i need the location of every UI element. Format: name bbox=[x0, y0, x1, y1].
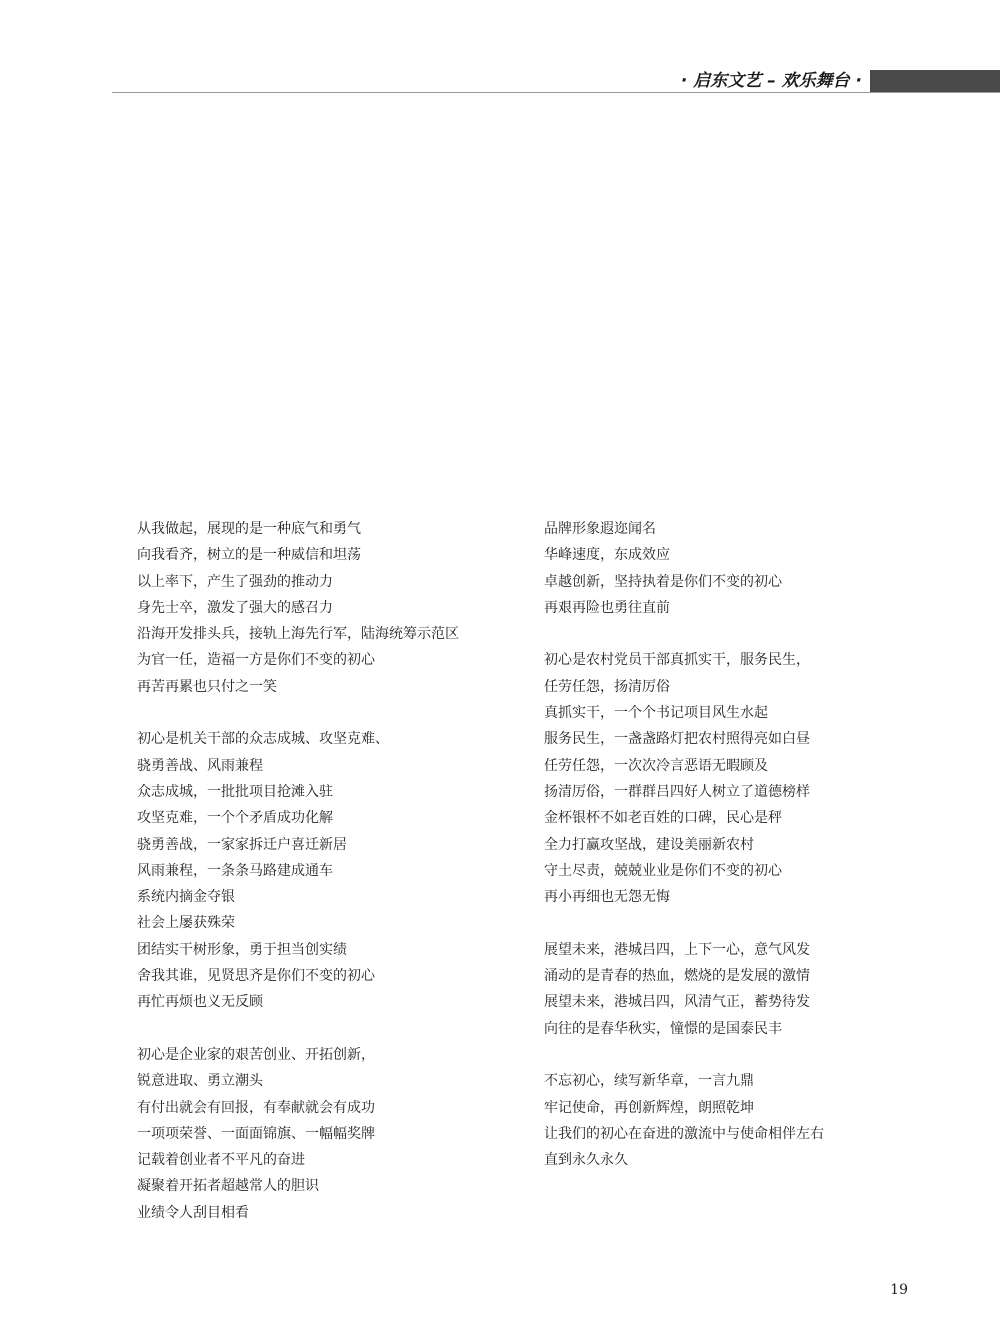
poem-line: 扬清厉俗，一群群吕四好人树立了道德榜样 bbox=[544, 783, 810, 800]
poem-line: 沿海开发排头兵，接轨上海先行军，陆海统筹示范区 bbox=[137, 626, 459, 643]
poem-line: 初心是农村党员干部真抓实干，服务民生， bbox=[544, 652, 810, 669]
poem-line: 守土尽责，兢兢业业是你们不变的初心 bbox=[544, 862, 782, 879]
page-number: 19 bbox=[890, 1282, 908, 1298]
poem-line: 记载着创业者不平凡的奋进 bbox=[137, 1152, 305, 1169]
stanza-break bbox=[137, 1016, 507, 1042]
stanza-break bbox=[544, 1042, 874, 1068]
poem-line: 为官一任，造福一方是你们不变的初心 bbox=[137, 652, 375, 669]
poem-line: 再小再细也无怨无悔 bbox=[544, 889, 670, 906]
poem-line: 众志成城，一批批项目抢滩入驻 bbox=[137, 783, 333, 800]
poem-line: 任劳任怨，一次次冷言恶语无暇顾及 bbox=[544, 757, 768, 774]
poem-line: 真抓实干，一个个书记项目风生水起 bbox=[544, 705, 768, 722]
poem-line: 业绩令人刮目相看 bbox=[137, 1204, 249, 1221]
header-title: · 启东文艺 – 欢乐舞台 · bbox=[680, 71, 862, 91]
poem-line: 团结实干树形象，勇于担当创实绩 bbox=[137, 941, 347, 958]
poem-line: 凝聚着开拓者超越常人的胆识 bbox=[137, 1178, 319, 1195]
poem-column-left bbox=[137, 516, 507, 1226]
poem-line: 任劳任怨，扬清厉俗 bbox=[544, 678, 670, 695]
poem-line: 舍我其谁，见贤思齐是你们不变的初心 bbox=[137, 968, 375, 985]
poem-line: 向往的是春华秋实，憧憬的是国泰民丰 bbox=[544, 1020, 782, 1037]
poem-line: 风雨兼程，一条条马路建成通车 bbox=[137, 862, 333, 879]
poem-line: 初心是机关干部的众志成城、攻坚克难、 bbox=[137, 731, 389, 748]
poem-line: 品牌形象遐迩闻名 bbox=[544, 521, 656, 537]
poem-line: 再艰再险也勇往直前 bbox=[544, 599, 670, 616]
poem-line: 牢记使命，再创新辉煌，朗照乾坤 bbox=[544, 1099, 754, 1116]
stanza-break bbox=[137, 700, 507, 726]
stanza-break bbox=[544, 910, 874, 936]
poem-column-right bbox=[544, 516, 874, 1173]
poem-line: 骁勇善战，一家家拆迁户喜迁新居 bbox=[137, 836, 347, 853]
poem-line: 再忙再烦也义无反顾 bbox=[137, 994, 263, 1011]
poem-line: 全力打赢攻坚战，建设美丽新农村 bbox=[544, 836, 754, 853]
poem-line: 涌动的是青春的热血，燃烧的是发展的激情 bbox=[544, 968, 810, 985]
poem-line: 卓越创新，坚持执着是你们不变的初心 bbox=[544, 573, 782, 590]
poem-line: 系统内摘金夺银 bbox=[137, 889, 235, 906]
poem-line: 展望未来，港城吕四，上下一心，意气风发 bbox=[544, 941, 810, 958]
poem-line: 服务民生，一盏盏路灯把农村照得亮如白昼 bbox=[544, 731, 810, 748]
poem-line: 身先士卒，激发了强大的感召力 bbox=[137, 599, 333, 616]
poem-line: 以上率下，产生了强劲的推动力 bbox=[137, 573, 333, 590]
poem-line: 金杯银杯不如老百姓的口碑，民心是秤 bbox=[544, 810, 782, 827]
stanza-break bbox=[544, 621, 874, 647]
poem-line: 攻坚克难，一个个矛盾成功化解 bbox=[137, 810, 333, 827]
poem-line: 有付出就会有回报，有奉献就会有成功 bbox=[137, 1099, 375, 1116]
poem-line: 展望未来，港城吕四，风清气正，蓄势待发 bbox=[544, 994, 810, 1011]
header-rule bbox=[112, 92, 1000, 93]
poem-line: 再苦再累也只付之一笑 bbox=[137, 678, 277, 695]
poem-line: 社会上屡获殊荣 bbox=[137, 915, 235, 932]
poem-line: 初心是企业家的艰苦创业、开拓创新， bbox=[137, 1046, 375, 1063]
poem-line: 不忘初心，续写新华章，一言九鼎 bbox=[544, 1073, 754, 1090]
poem-line: 让我们的初心在奋进的激流中与使命相伴左右 bbox=[544, 1125, 824, 1142]
poem-line: 直到永久永久 bbox=[544, 1152, 628, 1169]
poem-line: 向我看齐，树立的是一种威信和坦荡 bbox=[137, 547, 361, 564]
poem-line: 一项项荣誉、一面面锦旗、一幅幅奖牌 bbox=[137, 1125, 375, 1142]
poem-line: 华峰速度，东成效应 bbox=[544, 547, 670, 564]
header-dark-bar bbox=[870, 70, 1000, 92]
poem-line: 骁勇善战、风雨兼程 bbox=[137, 757, 263, 774]
poem-line: 锐意进取、勇立潮头 bbox=[137, 1073, 263, 1090]
poem-line: 从我做起，展现的是一种底气和勇气 bbox=[137, 521, 361, 537]
